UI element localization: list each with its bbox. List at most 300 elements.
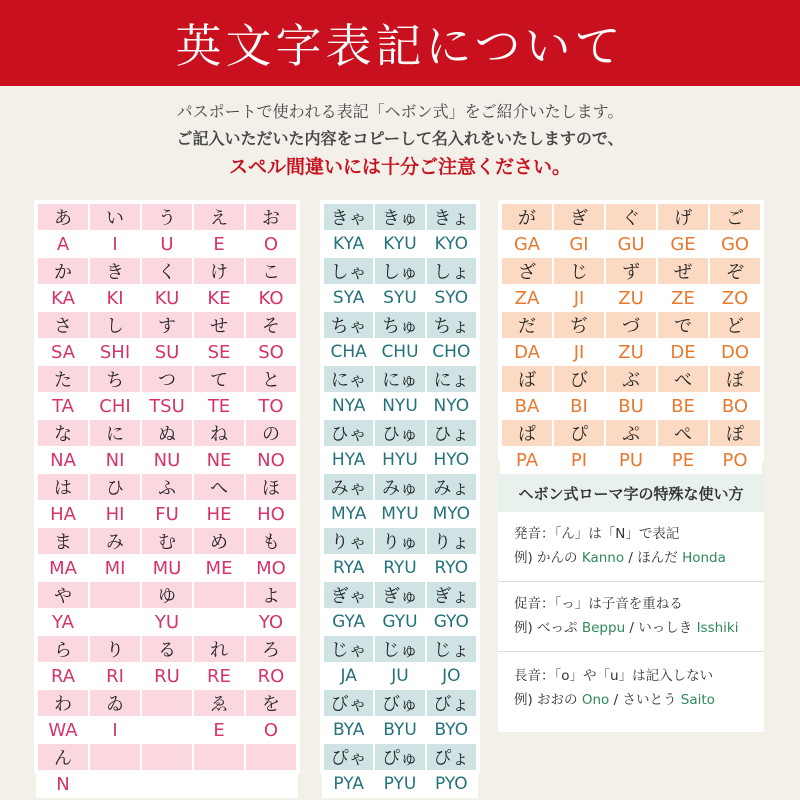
kana-cell: ぎょ (426, 581, 477, 609)
kana-cell (193, 581, 245, 609)
kana-row (323, 311, 477, 339)
romaji-cell: TE (193, 393, 245, 419)
kana-cell: じ (553, 257, 605, 285)
romaji-cell: TA (37, 393, 89, 419)
kana-cell: な (37, 419, 89, 447)
romaji-cell: KE (193, 285, 245, 311)
kana-cell: ひょ (426, 419, 477, 447)
kana-cell: は (37, 473, 89, 501)
romaji-cell: PO (709, 447, 761, 473)
romaji-cell: NI (89, 447, 141, 473)
romaji-row (501, 339, 761, 365)
romaji-cell: GE (657, 231, 709, 257)
kana-cell: ぎゃ (323, 581, 374, 609)
kana-cell: ゑ (193, 689, 245, 717)
kana-cell: り (89, 635, 141, 663)
romaji-row (323, 717, 477, 743)
romaji-cell: GYA (323, 609, 374, 635)
rule-example: 例) べっぷ Beppu / いっしき Isshiki (514, 620, 739, 636)
kana-row (501, 257, 761, 285)
kana-cell: ち (89, 365, 141, 393)
romaji-cell: U (141, 231, 193, 257)
kana-cell: ぷ (605, 419, 657, 447)
kana-cell: せ (193, 311, 245, 339)
romaji-cell (141, 771, 193, 797)
romaji-cell: ZU (605, 285, 657, 311)
romaji-cell: HO (245, 501, 297, 527)
kana-cell: しゃ (323, 257, 374, 285)
romaji-cell: RYA (323, 555, 374, 581)
page-title-banner (0, 0, 800, 86)
romaji-cell: BE (657, 393, 709, 419)
romaji-cell: PYU (374, 771, 425, 797)
romaji-row (37, 231, 297, 257)
romaji-cell: MI (89, 555, 141, 581)
romaji-cell: WA (37, 717, 89, 743)
kana-row (37, 689, 297, 717)
kana-row (323, 473, 477, 501)
romaji-cell: RI (89, 663, 141, 689)
special-rule-sokuon (498, 582, 764, 652)
romaji-cell: YA (37, 609, 89, 635)
romaji-cell: JA (323, 663, 374, 689)
romaji-cell (141, 717, 193, 743)
romaji-cell: SA (37, 339, 89, 365)
kana-cell: ぎゅ (374, 581, 425, 609)
rule-text: 促音：「っ」は子音を重ねる (514, 596, 683, 612)
kana-cell: う (141, 203, 193, 231)
romaji-cell: MU (141, 555, 193, 581)
kana-cell: りょ (426, 527, 477, 555)
kana-cell (245, 743, 297, 771)
romaji-cell: I (89, 717, 141, 743)
kana-cell: こ (245, 257, 297, 285)
romaji-cell (89, 771, 141, 797)
romaji-cell: A (37, 231, 89, 257)
kana-row (37, 743, 297, 771)
kana-cell: で (657, 311, 709, 339)
romaji-cell (193, 609, 245, 635)
page-title: 英文字表記について (175, 19, 625, 73)
kana-row (323, 257, 477, 285)
romaji-cell: BYA (323, 717, 374, 743)
kana-cell: ど (709, 311, 761, 339)
intro-line-3-warning: スペル間違いには十分ご注意ください。 (228, 156, 571, 178)
romaji-cell: GYO (426, 609, 477, 635)
kana-cell: あ (37, 203, 89, 231)
kana-cell: きゅ (374, 203, 425, 231)
romaji-row (37, 663, 297, 689)
rule-text: 発音：「ん」は「N」で表記 (514, 526, 680, 542)
kana-cell: しょ (426, 257, 477, 285)
kana-cell: ぜ (657, 257, 709, 285)
romaji-cell: HYA (323, 447, 374, 473)
kana-cell: が (501, 203, 553, 231)
kana-row (501, 365, 761, 393)
romaji-cell: CHA (323, 339, 374, 365)
kana-row (37, 635, 297, 663)
kana-row (323, 689, 477, 717)
romaji-row (37, 285, 297, 311)
kana-row (37, 365, 297, 393)
kana-cell: ら (37, 635, 89, 663)
kana-cell: ぴ (553, 419, 605, 447)
romaji-cell: RU (141, 663, 193, 689)
romaji-row (323, 339, 477, 365)
romaji-cell: GU (605, 231, 657, 257)
romaji-cell: MYO (426, 501, 477, 527)
kana-row (37, 581, 297, 609)
kana-row (323, 203, 477, 231)
romaji-cell: PYO (426, 771, 477, 797)
romaji-cell: NYO (426, 393, 477, 419)
kana-row (501, 203, 761, 231)
kana-row (323, 365, 477, 393)
romaji-cell: HYU (374, 447, 425, 473)
kana-cell: と (245, 365, 297, 393)
kana-cell: じゃ (323, 635, 374, 663)
romaji-cell: NU (141, 447, 193, 473)
kana-cell: ちょ (426, 311, 477, 339)
romaji-row (37, 339, 297, 365)
kana-cell: も (245, 527, 297, 555)
romaji-cell: NYU (374, 393, 425, 419)
kana-row (323, 419, 477, 447)
kana-cell: ゐ (89, 689, 141, 717)
kana-cell: だ (501, 311, 553, 339)
romaji-cell: BO (709, 393, 761, 419)
romaji-row (323, 447, 477, 473)
romaji-cell: NYA (323, 393, 374, 419)
romaji-cell: ZO (709, 285, 761, 311)
kana-cell: ぴゃ (323, 743, 374, 771)
kana-cell: し (89, 311, 141, 339)
kana-cell: ぴゅ (374, 743, 425, 771)
romaji-cell: NO (245, 447, 297, 473)
romaji-cell: O (245, 231, 297, 257)
romaji-cell: ZE (657, 285, 709, 311)
romaji-row (323, 231, 477, 257)
romaji-cell: JU (374, 663, 425, 689)
intro-line-1: パスポートで使われる表記「ヘボン式」をご紹介いたします。 (176, 102, 624, 121)
kana-cell: りゃ (323, 527, 374, 555)
romaji-cell: DE (657, 339, 709, 365)
romaji-cell: SU (141, 339, 193, 365)
kana-row (37, 257, 297, 285)
romaji-cell: JI (553, 285, 605, 311)
kana-cell: む (141, 527, 193, 555)
kana-cell: ん (37, 743, 89, 771)
romaji-row (501, 231, 761, 257)
romaji-cell: PU (605, 447, 657, 473)
kana-cell: ぎ (553, 203, 605, 231)
special-rule-chouon (498, 652, 764, 730)
romaji-cell: RA (37, 663, 89, 689)
kana-cell: ひゅ (374, 419, 425, 447)
romaji-cell: RYU (374, 555, 425, 581)
romaji-cell: BYU (374, 717, 425, 743)
special-usage-title: ヘボン式ローマ字の特殊な使い方 (498, 474, 764, 512)
romaji-cell: FU (141, 501, 193, 527)
kana-cell: る (141, 635, 193, 663)
kana-cell (141, 743, 193, 771)
romaji-cell: DA (501, 339, 553, 365)
romaji-row (37, 555, 297, 581)
romaji-cell: E (193, 231, 245, 257)
romaji-cell: PYA (323, 771, 374, 797)
romaji-row (37, 447, 297, 473)
kana-cell: みゃ (323, 473, 374, 501)
kana-cell: ゆ (141, 581, 193, 609)
kana-cell: ぱ (501, 419, 553, 447)
kana-cell: ぼ (709, 365, 761, 393)
kana-cell: りゅ (374, 527, 425, 555)
romaji-cell: SO (245, 339, 297, 365)
romaji-cell: RE (193, 663, 245, 689)
romaji-cell: CHU (374, 339, 425, 365)
romaji-cell: O (245, 717, 297, 743)
kana-cell: ご (709, 203, 761, 231)
romaji-row (323, 501, 477, 527)
romaji-row (323, 663, 477, 689)
romaji-cell: GI (553, 231, 605, 257)
rule-text: 長音：「o」や「u」は記入しない (514, 668, 714, 684)
romaji-row (323, 393, 477, 419)
romaji-cell: E (193, 717, 245, 743)
kana-cell: に (89, 419, 141, 447)
kana-cell: び (553, 365, 605, 393)
romaji-row (323, 285, 477, 311)
kana-cell (141, 689, 193, 717)
romaji-row (501, 393, 761, 419)
romaji-cell: CHI (89, 393, 141, 419)
kana-cell: つ (141, 365, 193, 393)
kana-cell: ぴょ (426, 743, 477, 771)
romaji-cell: MYA (323, 501, 374, 527)
romaji-cell: KI (89, 285, 141, 311)
romaji-cell: JO (426, 663, 477, 689)
romaji-row (323, 609, 477, 635)
kana-cell: の (245, 419, 297, 447)
kana-row (37, 203, 297, 231)
kana-cell: さ (37, 311, 89, 339)
kana-cell: ね (193, 419, 245, 447)
kana-cell: びょ (426, 689, 477, 717)
kana-cell: き (89, 257, 141, 285)
romaji-cell: BI (553, 393, 605, 419)
kana-cell: びゃ (323, 689, 374, 717)
basic-kana-table (34, 200, 300, 795)
kana-cell: みゅ (374, 473, 425, 501)
kana-cell: ぺ (657, 419, 709, 447)
romaji-cell: BA (501, 393, 553, 419)
romaji-cell: PI (553, 447, 605, 473)
romaji-cell (89, 609, 141, 635)
romaji-cell: SYO (426, 285, 477, 311)
kana-cell: ぞ (709, 257, 761, 285)
kana-cell: じょ (426, 635, 477, 663)
romaji-cell: MA (37, 555, 89, 581)
romaji-cell: SYA (323, 285, 374, 311)
rule-example: 例) おおの Ono / さいとう Saito (514, 692, 715, 708)
kana-row (323, 743, 477, 771)
kana-cell (193, 743, 245, 771)
romaji-cell: YO (245, 609, 297, 635)
romaji-cell: KA (37, 285, 89, 311)
romaji-cell: RYO (426, 555, 477, 581)
kana-cell: ひ (89, 473, 141, 501)
romaji-cell (245, 771, 297, 797)
kana-cell: ろ (245, 635, 297, 663)
romaji-cell: SHI (89, 339, 141, 365)
romaji-row (37, 717, 297, 743)
kana-cell: べ (657, 365, 709, 393)
romaji-cell: NE (193, 447, 245, 473)
kana-cell: ざ (501, 257, 553, 285)
kana-cell: にゅ (374, 365, 425, 393)
kana-cell: ちゃ (323, 311, 374, 339)
intro-text (0, 92, 800, 182)
romaji-cell: NA (37, 447, 89, 473)
romaji-cell (193, 771, 245, 797)
romaji-cell: SYU (374, 285, 425, 311)
kana-cell: へ (193, 473, 245, 501)
romaji-row (323, 771, 477, 797)
kana-row (501, 419, 761, 447)
romaji-row (37, 501, 297, 527)
kana-cell: みょ (426, 473, 477, 501)
romaji-cell: MYU (374, 501, 425, 527)
romaji-cell: RO (245, 663, 297, 689)
romaji-cell: SE (193, 339, 245, 365)
kana-cell: え (193, 203, 245, 231)
kana-cell: す (141, 311, 193, 339)
dakuon-kana-table (498, 200, 764, 471)
special-rule-n (498, 512, 764, 582)
romaji-cell: HYO (426, 447, 477, 473)
romaji-cell: TO (245, 393, 297, 419)
romaji-cell: ZU (605, 339, 657, 365)
romaji-cell: KU (141, 285, 193, 311)
romaji-cell: GO (709, 231, 761, 257)
kana-cell: びゅ (374, 689, 425, 717)
kana-cell: け (193, 257, 245, 285)
romaji-cell: PA (501, 447, 553, 473)
kana-cell: ま (37, 527, 89, 555)
kana-cell: げ (657, 203, 709, 231)
kana-cell: ほ (245, 473, 297, 501)
romaji-cell: N (37, 771, 89, 797)
kana-cell: ず (605, 257, 657, 285)
romaji-row (37, 393, 297, 419)
romaji-row (37, 771, 297, 797)
kana-cell: め (193, 527, 245, 555)
kana-row (323, 581, 477, 609)
kana-row (501, 311, 761, 339)
romaji-cell: MO (245, 555, 297, 581)
kana-row (323, 635, 477, 663)
kana-cell (89, 743, 141, 771)
kana-cell: にゃ (323, 365, 374, 393)
kana-cell: じゅ (374, 635, 425, 663)
kana-cell: ぽ (709, 419, 761, 447)
romaji-cell: HE (193, 501, 245, 527)
romaji-cell: I (89, 231, 141, 257)
kana-row (37, 311, 297, 339)
kana-cell: ば (501, 365, 553, 393)
romaji-row (37, 609, 297, 635)
kana-cell: きゃ (323, 203, 374, 231)
romaji-cell: YU (141, 609, 193, 635)
kana-cell: お (245, 203, 297, 231)
kana-cell: れ (193, 635, 245, 663)
kana-row (37, 473, 297, 501)
romaji-cell: DO (709, 339, 761, 365)
kana-cell: ひゃ (323, 419, 374, 447)
kana-cell: きょ (426, 203, 477, 231)
kana-cell: て (193, 365, 245, 393)
kana-cell: い (89, 203, 141, 231)
romaji-cell: PE (657, 447, 709, 473)
kana-cell: よ (245, 581, 297, 609)
rule-example: 例) かんの Kanno / ほんだ Honda (514, 550, 726, 566)
kana-row (323, 527, 477, 555)
romaji-row (501, 447, 761, 473)
romaji-cell: BU (605, 393, 657, 419)
kana-cell (89, 581, 141, 609)
youon-kana-table (320, 200, 480, 794)
romaji-cell: KYA (323, 231, 374, 257)
kana-row (37, 419, 297, 447)
kana-cell: そ (245, 311, 297, 339)
kana-cell: にょ (426, 365, 477, 393)
kana-cell: わ (37, 689, 89, 717)
kana-cell: み (89, 527, 141, 555)
romaji-cell: HI (89, 501, 141, 527)
romaji-cell: JI (553, 339, 605, 365)
kana-cell: ちゅ (374, 311, 425, 339)
kana-cell: ぐ (605, 203, 657, 231)
romaji-cell: KO (245, 285, 297, 311)
romaji-cell: GYU (374, 609, 425, 635)
kana-cell: づ (605, 311, 657, 339)
intro-line-2: ご記入いただいた内容をコピーして名入れをいたしますので、 (176, 129, 624, 148)
kana-cell: く (141, 257, 193, 285)
kana-cell: た (37, 365, 89, 393)
romaji-cell: KYU (374, 231, 425, 257)
kana-cell: しゅ (374, 257, 425, 285)
romaji-cell: ME (193, 555, 245, 581)
special-usage-box (498, 474, 764, 732)
kana-cell: を (245, 689, 297, 717)
kana-cell: ぬ (141, 419, 193, 447)
kana-row (37, 527, 297, 555)
kana-cell: ぶ (605, 365, 657, 393)
kana-cell: ふ (141, 473, 193, 501)
kana-cell: ぢ (553, 311, 605, 339)
romaji-row (501, 285, 761, 311)
romaji-cell: GA (501, 231, 553, 257)
kana-cell: や (37, 581, 89, 609)
kana-cell: か (37, 257, 89, 285)
romaji-cell: TSU (141, 393, 193, 419)
romaji-cell: KYO (426, 231, 477, 257)
romaji-cell: ZA (501, 285, 553, 311)
romaji-cell: BYO (426, 717, 477, 743)
romaji-cell: CHO (426, 339, 477, 365)
romaji-row (323, 555, 477, 581)
romaji-cell: HA (37, 501, 89, 527)
